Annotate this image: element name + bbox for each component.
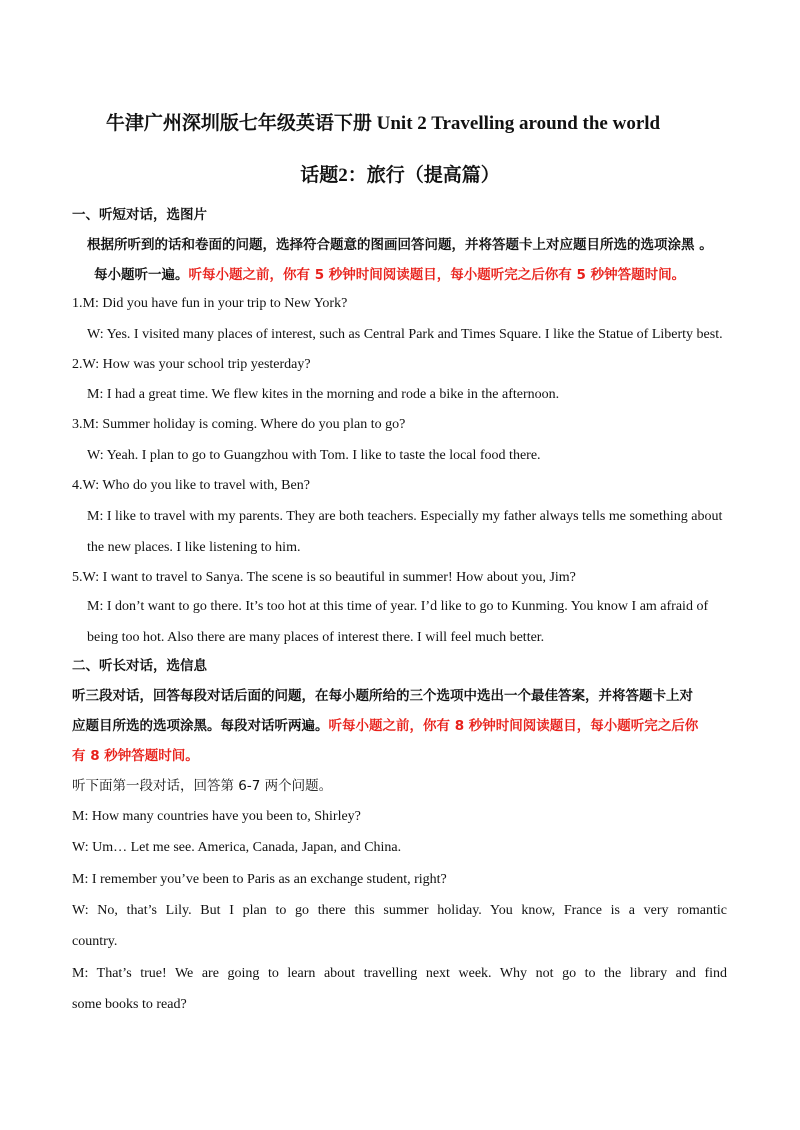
dialogue-line: 4.W: Who do you like to travel with, Ben? [72, 478, 310, 493]
dialogue-line: M: I had a great time. We flew kites in the morning and rode a bike in the afternoon. [87, 387, 560, 402]
dialogue-line: some books to read? [72, 997, 187, 1012]
section2-heading: 二、听长对话，选信息 [72, 658, 207, 674]
dialogue-line: M: I don’t want to go there. It’s too hot at this time of year. I’d like to go to Kunming. You know I am afraid of [87, 599, 709, 614]
section2-instruction-b [72, 717, 698, 736]
dialogue-line: M: I like to travel with my parents. They are both teachers. Especially my father always tells me something about [87, 509, 723, 524]
dialogue-line: M: How many countries have you been to, Shirley? [72, 809, 361, 824]
section2-instruction-b-black: 应题目所选的选项涂黑。每段对话听两遍。 [72, 718, 329, 734]
document-title: 牛津广州深圳版七年级英语下册 Unit 2 Travelling around the world [105, 113, 661, 134]
dialogue-line: being too hot. Also there are many places of interest there. I will feel much better. [87, 630, 545, 645]
dialogue-line: M: I remember you’ve been to Paris as an exchange student, right? [72, 872, 447, 887]
dialogue-line: W: Yes. I visited many places of interest, such as Central Park and Times Square. I like the Statue of Liberty best. [87, 327, 723, 342]
section1-instruction-b-black: 每小题听一遍。 [94, 267, 189, 283]
dialogue-line: 5.W: I want to travel to Sanya. The scene is so beautiful in summer! How about you, Jim? [72, 570, 576, 585]
section1-heading: 一、听短对话，选图片 [72, 207, 207, 223]
dialogue-line: M: That’s true! We are going to learn about travelling next week. Why not go to the library and find [72, 966, 727, 981]
dialogue-line: 3.M: Summer holiday is coming. Where do you plan to go? [72, 417, 406, 432]
dialogue-line: country. [72, 934, 118, 949]
dialogue-line: W: Yeah. I plan to go to Guangzhou with Tom. I like to taste the local food there. [87, 448, 541, 463]
section2-instruction-c: 有 8 秒钟答题时间。 [72, 748, 199, 764]
dialogue-line: 1.M: Did you have fun in your trip to New York? [72, 296, 348, 311]
dialogue-line: W: Um… Let me see. America, Canada, Japan, and China. [72, 840, 402, 855]
dialogue-line: the new places. I like listening to him. [87, 540, 301, 555]
section1-instruction-a: 根据所听到的话和卷面的问题，选择符合题意的图画回答问题，并将答题卡上对应题目所选的选项涂黑 。 [87, 237, 713, 253]
section2-instruction-a: 听三段对话，回答每段对话后面的问题，在每小题所给的三个选项中选出一个最佳答案，并将答题卡上对 [72, 688, 693, 704]
section1-instruction-b-red: 听每小题之前，你有 5 秒钟时间阅读题目，每小题听完之后你有 5 秒钟答题时间。 [188, 267, 686, 283]
document-subtitle: 话题2：旅行（提高篇） [300, 165, 500, 186]
dialogue-line: W: No, that’s Lily. But I plan to go there this summer holiday. You know, France is a very romantic [72, 903, 727, 918]
section2-sub-instruction: 听下面第一段对话，回答第 6-7 两个问题。 [72, 778, 333, 794]
section2-instruction-b-red: 听每小题之前，你有 8 秒钟时间阅读题目，每小题听完之后你 [328, 718, 699, 734]
dialogue-line: 2.W: How was your school trip yesterday? [72, 357, 311, 372]
section1-instruction-b [94, 266, 685, 285]
